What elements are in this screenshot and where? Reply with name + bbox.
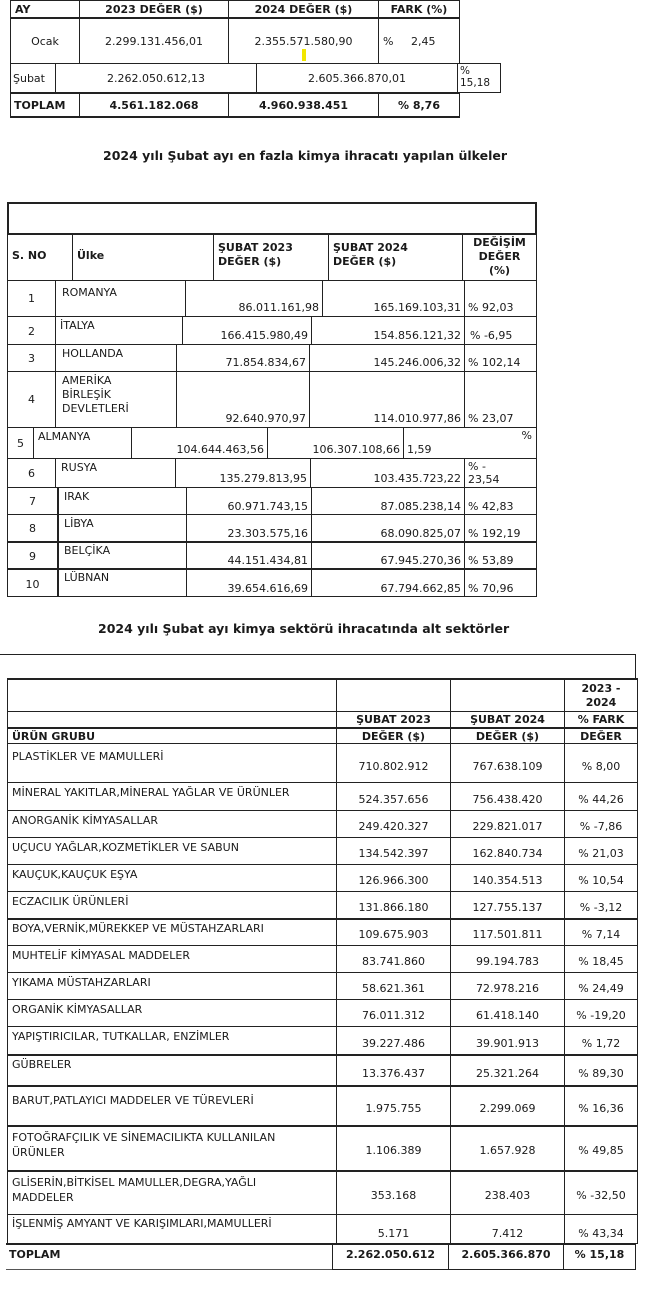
total-fark: % 8,76 <box>378 92 460 118</box>
row-no: 7 <box>7 487 58 515</box>
total-2023: 2.262.050.612 <box>332 1243 449 1270</box>
total-2024: 4.960.938.451 <box>228 92 379 118</box>
row-change: % - 23,54 <box>464 458 537 488</box>
row-value-2024: 114.010.977,86 <box>309 371 465 428</box>
row-value-2024: 87.085.238,14 <box>311 487 465 515</box>
row-diff: % 1,72 <box>564 1026 638 1055</box>
row-group: MİNERAL YAKITLAR,MİNERAL YAĞLAR VE ÜRÜNLER <box>7 782 337 811</box>
total-label: TOPLAM <box>6 1243 336 1270</box>
row-no: 5 <box>7 427 34 459</box>
row-country: BELÇİKA <box>57 541 187 569</box>
row-value-2024: 229.821.017 <box>450 810 565 838</box>
row-value-2023: 58.621.361 <box>336 972 451 1000</box>
row-change: % 92,03 <box>464 280 537 317</box>
row-no: 8 <box>7 514 58 542</box>
row-no: 9 <box>7 541 58 569</box>
row-country: HOLLANDA <box>55 344 177 372</box>
row-change: % 23,07 <box>464 371 537 428</box>
row-value-2023: 353.168 <box>336 1170 451 1215</box>
row-value-2024: 140.354.513 <box>450 864 565 892</box>
row-group: UÇUCU YAĞLAR,KOZMETİKLER VE SABUN <box>7 837 337 865</box>
row-value-2023: 13.376.437 <box>336 1054 451 1086</box>
row-diff: % 49,85 <box>564 1125 638 1171</box>
row-value-2024: 25.321.264 <box>450 1054 565 1086</box>
row-value-2024: 67.794.662,85 <box>311 568 465 597</box>
row-value-2023: 1.106.389 <box>336 1125 451 1171</box>
row-country: AMERİKA BİRLEŞİK DEVLETLERİ <box>55 371 177 428</box>
row-no: 6 <box>7 458 56 488</box>
row-diff: % 10,54 <box>564 864 638 892</box>
row-diff: % 43,34 <box>564 1214 638 1244</box>
row-country: LÜBNAN <box>57 568 187 597</box>
row-value-2024: 117.501.811 <box>450 918 565 946</box>
subsectors-title: 2024 yılı Şubat ayı kimya sektörü ihracatında alt sektörler <box>98 621 510 636</box>
row-group: YIKAMA MÜSTAHZARLARI <box>7 972 337 1000</box>
header-2024: 2024 DEĞER ($) <box>228 0 379 19</box>
header-value-2023: DEĞER ($) <box>336 727 451 744</box>
row-value-2023: 71.854.834,67 <box>176 344 310 372</box>
row-group: ORGANİK KİMYASALLAR <box>7 999 337 1027</box>
row-value-2023: 134.542.397 <box>336 837 451 865</box>
row-value-2024: 106.307.108,66 <box>267 427 404 459</box>
row-group: GÜBRELER <box>7 1054 337 1086</box>
header-feb2024: ŞUBAT 2024 <box>450 711 565 728</box>
total-2024: 2.605.366.870 <box>448 1243 564 1270</box>
row-change: % -6,95 <box>464 316 537 345</box>
row-no: 10 <box>7 568 58 597</box>
row-group: YAPIŞTIRICILAR, TUTKALLAR, ENZİMLER <box>7 1026 337 1055</box>
row-value-2023: 83.741.860 <box>336 945 451 973</box>
row-value-2023: 60.971.743,15 <box>186 487 312 515</box>
header-diff-years: 2023 - 2024 <box>564 678 638 712</box>
countries-table-caption-row <box>7 202 537 235</box>
row-value-2024: 127.755.137 <box>450 891 565 919</box>
row-diff: % 89,30 <box>564 1054 638 1086</box>
row-group: PLASTİKLER VE MAMULLERİ <box>7 743 337 783</box>
row-value-2023: 710.802.912 <box>336 743 451 783</box>
row-value-2023: 76.011.312 <box>336 999 451 1027</box>
row-group: KAUÇUK,KAUÇUK EŞYA <box>7 864 337 892</box>
row-country: IRAK <box>57 487 187 515</box>
row-change: % 53,89 <box>464 541 537 569</box>
row-country: İTALYA <box>55 316 183 345</box>
header-blank <box>7 711 337 728</box>
row-value-2023: 39.654.616,69 <box>186 568 312 597</box>
row-value-2024: 103.435.723,22 <box>310 458 465 488</box>
header-country: Ülke <box>72 234 214 281</box>
header-ay: AY <box>10 0 80 19</box>
total-label: TOPLAM <box>10 92 80 118</box>
row-diff: % -3,12 <box>564 891 638 919</box>
row-value-2024: 68.090.825,07 <box>311 514 465 542</box>
row-no: 3 <box>7 344 56 372</box>
row-country: RUSYA <box>55 458 176 488</box>
month-subat: Şubat <box>10 63 56 93</box>
subat-2023-value: 2.262.050.612,13 <box>55 63 257 93</box>
header-fark: FARK (%) <box>378 0 460 19</box>
row-group: FOTOĞRAFÇILIK VE SİNEMACILIKTA KULLANILAN ÜRÜNLER <box>7 1125 337 1171</box>
row-value-2023: 92.640.970,97 <box>176 371 310 428</box>
row-diff: % -7,86 <box>564 810 638 838</box>
total-diff: % 15,18 <box>563 1243 636 1270</box>
row-value-2024: 154.856.121,32 <box>311 316 465 345</box>
row-group: ECZACILIK ÜRÜNLERİ <box>7 891 337 919</box>
row-value-2023: 23.303.575,16 <box>186 514 312 542</box>
row-value-2024: 7.412 <box>450 1214 565 1244</box>
row-value-2023: 249.420.327 <box>336 810 451 838</box>
row-diff: % 8,00 <box>564 743 638 783</box>
ocak-fark: % 2,45 <box>378 18 460 64</box>
subat-2024-value: 2.605.366.870,01 <box>256 63 458 93</box>
row-value-2023: 126.966.300 <box>336 864 451 892</box>
row-value-2023: 131.866.180 <box>336 891 451 919</box>
header-sno: S. NO <box>7 234 73 281</box>
row-no: 1 <box>7 280 56 317</box>
row-value-2024: 72.978.216 <box>450 972 565 1000</box>
row-value-2024: 39.901.913 <box>450 1026 565 1055</box>
row-change: % 192,19 <box>464 514 537 542</box>
row-group: BOYA,VERNİK,MÜREKKEP VE MÜSTAHZARLARI <box>7 918 337 946</box>
row-group: MUHTELİF KİMYASAL MADDELER <box>7 945 337 973</box>
row-value-2024: 2.299.069 <box>450 1085 565 1126</box>
subat-fark: % 15,18 <box>457 63 501 93</box>
row-country: ROMANYA <box>55 280 186 317</box>
header-feb2023: ŞUBAT 2023 <box>336 711 451 728</box>
ocak-2023-value: 2.299.131.456,01 <box>79 18 229 64</box>
row-value-2024: 165.169.103,31 <box>322 280 465 317</box>
row-value-2023: 135.279.813,95 <box>175 458 311 488</box>
row-value-2023: 524.357.656 <box>336 782 451 811</box>
row-diff: % 7,14 <box>564 918 638 946</box>
countries-title: 2024 yılı Şubat ayı en fazla kimya ihracatı yapılan ülkeler <box>103 148 508 163</box>
row-value-2023: 104.644.463,56 <box>131 427 268 459</box>
row-value-2023: 1.975.755 <box>336 1085 451 1126</box>
row-value-2024: 99.194.783 <box>450 945 565 973</box>
row-diff: % 16,36 <box>564 1085 638 1126</box>
row-value-2024: 67.945.270,36 <box>311 541 465 569</box>
row-group: ANORGANİK KİMYASALLAR <box>7 810 337 838</box>
header-feb2024: ŞUBAT 2024 DEĞER ($) <box>328 234 463 281</box>
row-value-2023: 109.675.903 <box>336 918 451 946</box>
row-group: GLİSERİN,BİTKİSEL MAMULLER,DEGRA,YAĞLI MADDELER <box>7 1170 337 1215</box>
header-blank <box>336 678 451 712</box>
row-diff: % 24,49 <box>564 972 638 1000</box>
highlight-mark <box>302 49 306 61</box>
header-blank <box>450 678 565 712</box>
row-diff: % 21,03 <box>564 837 638 865</box>
header-diff-value: DEĞER <box>564 727 638 744</box>
row-diff: % -19,20 <box>564 999 638 1027</box>
row-value-2024: 1.657.928 <box>450 1125 565 1171</box>
header-group: ÜRÜN GRUBU <box>7 727 337 744</box>
row-value-2024: 145.246.006,32 <box>309 344 465 372</box>
row-country: ALMANYA <box>33 427 132 459</box>
ocak-2024-value: 2.355.571.580,90 <box>228 18 379 64</box>
row-value-2023: 86.011.161,98 <box>185 280 323 317</box>
row-group: BARUT,PATLAYICI MADDELER VE TÜREVLERİ <box>7 1085 337 1126</box>
row-country: LİBYA <box>57 514 187 542</box>
row-value-2024: 238.403 <box>450 1170 565 1215</box>
header-change: DEĞİŞİM DEĞER (%) <box>462 234 537 281</box>
row-value-2024: 61.418.140 <box>450 999 565 1027</box>
row-value-2023: 44.151.434,81 <box>186 541 312 569</box>
row-no: 4 <box>7 371 56 428</box>
row-change: % 102,14 <box>464 344 537 372</box>
row-value-2024: 767.638.109 <box>450 743 565 783</box>
row-value-2023: 166.415.980,49 <box>182 316 312 345</box>
row-diff: % -32,50 <box>564 1170 638 1215</box>
row-change: % 70,96 <box>464 568 537 597</box>
month-ocak: Ocak <box>10 18 80 64</box>
row-value-2024: 162.840.734 <box>450 837 565 865</box>
header-diff: % FARK <box>564 711 638 728</box>
row-diff: % 44,26 <box>564 782 638 811</box>
header-2023: 2023 DEĞER ($) <box>79 0 229 19</box>
row-diff: % 18,45 <box>564 945 638 973</box>
row-value-2023: 39.227.486 <box>336 1026 451 1055</box>
header-blank <box>7 678 337 712</box>
total-2023: 4.561.182.068 <box>79 92 229 118</box>
row-value-2023: 5.171 <box>336 1214 451 1244</box>
subsectors-caption-row <box>0 654 636 679</box>
row-value-2024: 756.438.420 <box>450 782 565 811</box>
header-feb2023: ŞUBAT 2023 DEĞER ($) <box>213 234 329 281</box>
row-change: % 1,59 <box>403 427 537 459</box>
row-group: İŞLENMİŞ AMYANT VE KARIŞIMLARI,MAMULLERİ <box>7 1214 337 1244</box>
row-change: % 42,83 <box>464 487 537 515</box>
header-value-2024: DEĞER ($) <box>450 727 565 744</box>
row-no: 2 <box>7 316 56 345</box>
